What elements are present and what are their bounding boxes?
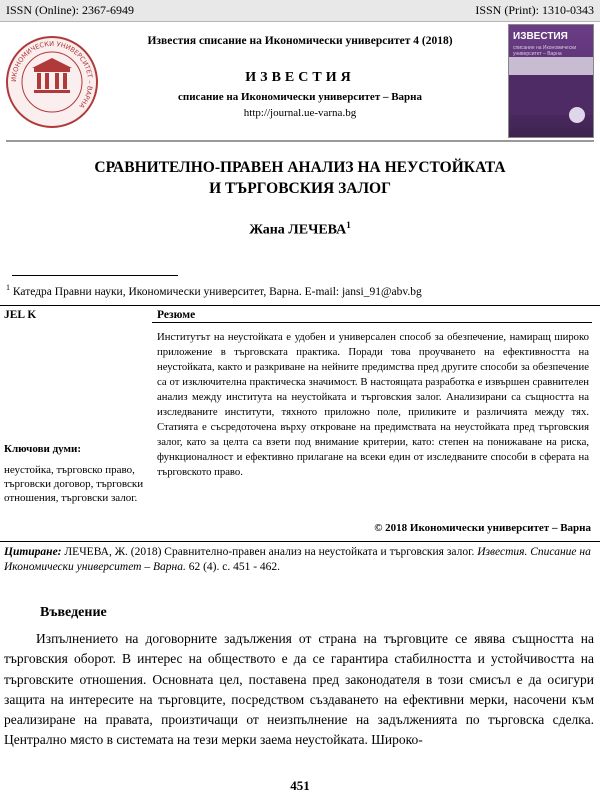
header-divider <box>6 140 594 142</box>
article-title <box>40 157 560 199</box>
izvestia-title: ИЗВЕСТИЯ <box>245 70 355 85</box>
citation <box>4 545 596 575</box>
author-name: Жана ЛЕЧЕВА <box>249 222 347 238</box>
journal-cover-image <box>508 24 594 138</box>
issn-online: ISSN (Online): 2367-6949 <box>6 3 134 17</box>
journal-line: Известия списание на Икономически университет 4 (2018) <box>147 35 453 47</box>
keywords-text: неустойка, търговско право, търговски договор, търговски отношения, търговски залог. <box>4 464 144 504</box>
jel-label: JEL K <box>4 309 37 321</box>
intro-paragraph: Изпълнението на договорните задължения от страна на търговците се явява същността на търговския оборот. В интерес на обществото е да се гарантира стабилността и устойчивостта на търговските отношения. Основната цел, поставена пред законодателя в този смисъл е да осигури защита на интересите на търговците, посредством създаването на ефективни мерки, насочени към реализиране на правата, произтичащи от неизпълнение на задълженията по търговска сделка. Централно място в системата на тези мерки заема неустойката. Широко- <box>4 631 594 748</box>
citation-volume: 62 (4). с. 451 - 462. <box>188 561 281 573</box>
journal-header <box>100 34 500 119</box>
author-footnote-mark: 1 <box>346 220 351 230</box>
footnote-mark: 1 <box>6 283 10 292</box>
abstract-header-rule <box>152 322 592 323</box>
cover-band <box>509 57 593 75</box>
copyright: © 2018 Икономически университет – Варна <box>374 522 591 534</box>
citation-journal: Известия. Списание на Икономически университет – Варна. <box>4 546 591 573</box>
table-bottom-rule <box>0 541 600 542</box>
issn-print: ISSN (Print): 1310-0343 <box>475 3 594 17</box>
cover-subtitle: списание на Икономически университет – Варна <box>513 45 577 57</box>
citation-label: Цитиране: <box>4 546 62 558</box>
cover-seal-icon <box>569 107 585 123</box>
cover-title: ИЗВЕСТИЯ <box>513 31 568 42</box>
svg-text:ИКОНОМИЧЕСКИ УНИВЕРСИТЕТ – ВАР: ИКОНОМИЧЕСКИ УНИВЕРСИТЕТ – ВАРНА <box>9 39 95 110</box>
abstract-text: Институтът на неустойката е удобен и универсален способ за обезпечение, намиращ широко приложение в търговската практика. Поради това проучването на ефективността на неустойката, както и разкриване на нейните предимства пред другите способи за обезпечение са от изключителна практическа значимост. В настоящата разработка е извършен сравнителен анализ между института на неустойката и търговския залог. Анализирани са същността на изследваните институти, тяхното приложно поле, приликите и различията между тях. Статията е съсредоточена върху откроване на предимствата на неустойката пред търговския залог, като за целта са взети под внимание критерии, като: степен на понижаване на риска, функционалност и ефективно прилагане на всеки един от изследваните способи в сферата на търговското право. <box>157 331 589 478</box>
page-number: 451 <box>290 778 310 793</box>
journal-subtitle: списание на Икономически университет – Варна <box>177 91 423 103</box>
university-seal-icon <box>4 34 100 130</box>
footnote-text: Катедра Правни науки, Икономически университет, Варна. E-mail: jansi_91@abv.bg <box>12 285 422 298</box>
journal-url: http://journal.ue-varna.bg <box>243 107 357 119</box>
abstract-label: Резюме <box>157 309 196 321</box>
issn-bar <box>0 0 600 22</box>
citation-text: ЛЕЧЕВА, Ж. (2018) Сравнително-правен анализ на неустойката и търговския залог. <box>64 546 475 558</box>
footnote <box>6 283 594 298</box>
title-line-1: СРАВНИТЕЛНО-ПРАВЕН АНАЛИЗ НА НЕУСТОЙКАТА <box>94 159 506 176</box>
footnote-rule <box>12 275 178 276</box>
author <box>40 220 560 239</box>
title-line-2: И ТЪРГОВСКИЯ ЗАЛОГ <box>209 180 391 197</box>
table-top-rule <box>0 305 600 306</box>
section-heading: Въведение <box>40 605 107 620</box>
keywords-label: Ключови думи: <box>4 443 82 455</box>
